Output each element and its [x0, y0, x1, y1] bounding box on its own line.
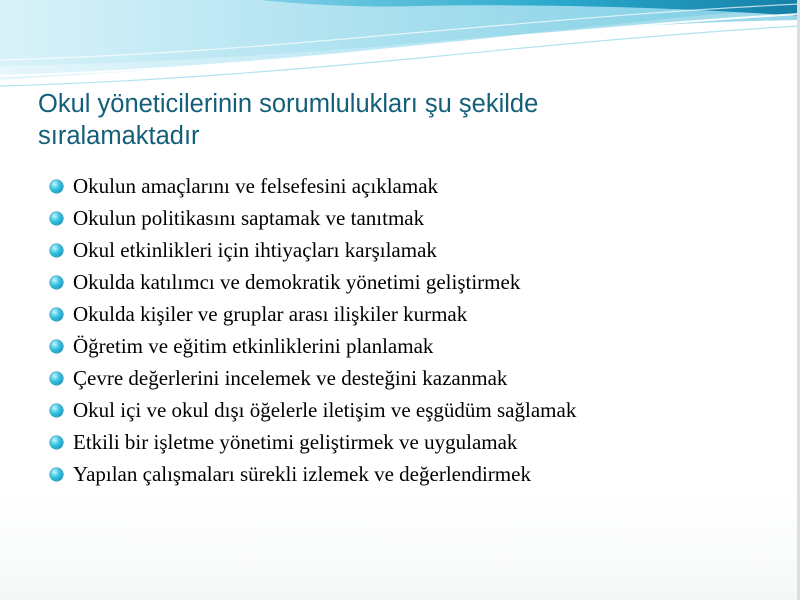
sphere-bullet-icon — [50, 308, 63, 321]
bullet-list — [50, 170, 770, 490]
list-item-text: Yapılan çalışmaları sürekli izlemek ve değerlendirmek — [73, 461, 531, 486]
list-item — [50, 394, 770, 426]
sphere-bullet-icon — [50, 276, 63, 289]
slide-title — [38, 88, 738, 152]
list-item — [50, 170, 770, 202]
list-item-text: Okulda katılımcı ve demokratik yönetimi geliştirmek — [73, 269, 521, 294]
list-item-text: Okulun politikasını saptamak ve tanıtmak — [73, 205, 425, 230]
list-item-text: Okul içi ve okul dışı öğelerle iletişim ve eşgüdüm sağlamak — [73, 397, 577, 422]
sphere-bullet-icon — [50, 180, 63, 193]
list-item — [50, 298, 770, 330]
list-item — [50, 202, 770, 234]
slide-title-line-1: Okul yöneticilerinin sorumlulukları şu şekilde — [38, 90, 539, 118]
list-item — [50, 330, 770, 362]
list-item — [50, 234, 770, 266]
sphere-bullet-icon — [50, 340, 63, 353]
list-item-text: Okul etkinlikleri için ihtiyaçları karşılamak — [73, 237, 437, 262]
sphere-bullet-icon — [50, 468, 63, 481]
list-item — [50, 266, 770, 298]
sphere-bullet-icon — [50, 244, 63, 257]
list-item-text: Okulda kişiler ve gruplar arası ilişkiler kurmak — [73, 301, 468, 326]
sphere-bullet-icon — [50, 436, 63, 449]
list-item — [50, 458, 770, 490]
list-item — [50, 362, 770, 394]
slide-title-line-2: sıralamaktadır — [38, 122, 200, 150]
header-wave-decoration — [0, 0, 800, 100]
list-item-text: Okulun amaçlarını ve felsefesini açıklamak — [73, 173, 439, 198]
list-item-text: Çevre değerlerini incelemek ve desteğini kazanmak — [73, 365, 508, 390]
list-item — [50, 426, 770, 458]
list-item-text: Etkili bir işletme yönetimi geliştirmek ve uygulamak — [73, 429, 518, 454]
list-item-text: Öğretim ve eğitim etkinliklerini planlamak — [73, 333, 434, 358]
sphere-bullet-icon — [50, 404, 63, 417]
sphere-bullet-icon — [50, 212, 63, 225]
sphere-bullet-icon — [50, 372, 63, 385]
